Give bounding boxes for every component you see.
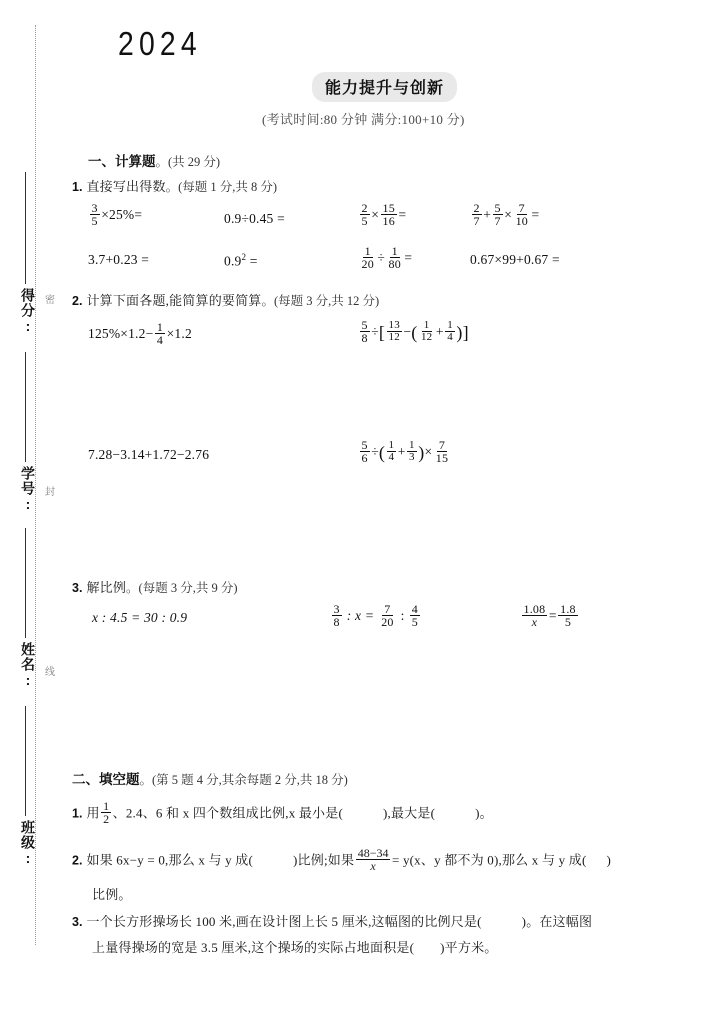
q1-1-expr-6: $0.9^2$ = <box>224 252 258 269</box>
q1-1-expr-2: 0.9÷0.45 = <box>224 211 285 226</box>
fraction: $\frac{2}{7}$ <box>473 201 480 229</box>
question-2-1: 1. 用 $\frac{1}{2}$ 、2.4、6 和 x 四个数组成比例,x 最小是( ),最大是( )。 <box>72 799 493 827</box>
question-1-2-prompt <box>72 290 379 310</box>
fraction: $\frac{15}{16}$ <box>382 201 395 229</box>
seal-char-mi: 密 <box>45 295 55 306</box>
question-2-2-number: 2. <box>72 853 83 868</box>
section-1-points: 。(共 29 分) <box>155 155 221 169</box>
score-field-rule <box>25 172 26 284</box>
q1-1-expr-4: $\frac{2}{7}$ + $\frac{5}{7}$ × $\frac{7}{10}$ = <box>473 201 540 229</box>
student-id-field-rule <box>25 352 26 462</box>
q1-1-expr-7: $\frac{1}{20}$ ÷ $\frac{1}{80}$ = <box>361 244 413 272</box>
binding-margin <box>0 0 62 1024</box>
q1-2-expr-3: 7.28−3.14+1.72−2.76 <box>88 447 210 462</box>
fraction: $\frac{1}{4}$ <box>447 319 453 344</box>
q1-3-expr-2: $\frac{3}{8}$ : x = $\frac{7}{20}$ : $\frac{4}{5}$ <box>333 602 418 630</box>
section-2-points: 。(第 5 题 4 分,其余每题 2 分,共 18 分) <box>139 773 348 787</box>
question-2-3-line1: 3. 一个长方形操场长 100 米,画在设计图上长 5 厘米,这幅图的比例尺是( )。在这幅图 <box>72 914 593 929</box>
q1-1-expr-8: 0.67×99+0.67 = <box>470 252 560 267</box>
section-2-heading <box>72 768 348 788</box>
q1-1-expr-1: $\frac{3}{5}$ ×25%= <box>91 201 143 229</box>
fraction: $\frac{48-34}{x}$ <box>357 846 389 874</box>
margin-field-class[interactable]: 班级: <box>20 820 36 867</box>
margin-field-student-id[interactable]: 学号: <box>20 466 36 513</box>
margin-field-name[interactable]: 姓名: <box>20 642 36 689</box>
question-1-2-number: 2. <box>72 294 83 308</box>
margin-field-score[interactable]: 得分: <box>20 288 36 335</box>
fraction: $\frac{5}{7}$ <box>494 201 501 229</box>
fraction: $\frac{7}{15}$ <box>435 438 449 466</box>
fraction: $\frac{1}{80}$ <box>388 244 401 272</box>
question-1-3-prompt <box>72 577 238 597</box>
question-1-2-text: 计算下面各题,能简算的要简算 <box>86 293 262 308</box>
fraction: $\frac{1}{3}$ <box>409 439 415 464</box>
fraction: $\frac{13}{12}$ <box>388 319 400 344</box>
fraction: $\frac{1}{20}$ <box>361 244 374 272</box>
question-1-2-points: 。(每题 3 分,共 12 分) <box>261 294 380 308</box>
fraction: $\frac{7}{20}$ <box>381 602 394 630</box>
question-1-1-prompt <box>72 176 277 196</box>
name-field-rule <box>25 528 26 638</box>
question-2-2-line2: 比例。 <box>92 887 132 902</box>
q1-2-expr-2: $\frac{5}{8}$ ÷[ $\frac{13}{12}$ −( $\frac{1}{12}$ + $\frac{1}{4}$ )] <box>361 318 469 346</box>
section-1-title: 一、计算题 <box>88 154 156 169</box>
q1-3-expr-1: x : 4.5 = 30 : 0.9 <box>92 610 188 625</box>
question-2-1-number: 1. <box>72 806 83 821</box>
exam-info: (考试时间:80 分钟 满分:100+10 分) <box>262 112 465 127</box>
fraction: $\frac{2}{5}$ <box>361 201 368 229</box>
fraction: $\frac{1.8}{5}$ <box>560 602 576 630</box>
fraction: $\frac{4}{5}$ <box>411 602 418 630</box>
question-2-3-line2: 上量得操场的宽是 3.5 厘米,这个操场的实际占地面积是( )平方米。 <box>92 940 498 955</box>
section-1-heading <box>88 150 220 170</box>
fraction: $\frac{5}{8}$ <box>361 318 368 346</box>
question-1-1-number: 1. <box>72 180 83 194</box>
fraction: $\frac{1.08}{x}$ <box>523 602 546 630</box>
page-title: 能力提升与创新 <box>312 72 457 102</box>
question-1-3-points: 。(每题 3 分,共 9 分) <box>126 581 238 595</box>
question-2-3-number: 3. <box>72 915 83 929</box>
exam-year: 2024 <box>118 25 202 62</box>
fraction: $\frac{1}{2}$ <box>103 799 110 827</box>
question-2-2: 2. 如果 6x−y = 0,那么 x 与 y 成( )比例;如果 $\frac{48-34}{x}$ = y(x、y 都不为 0),那么 x 与 y 成( ) <box>72 846 612 874</box>
class-field-rule <box>25 706 26 816</box>
q1-1-expr-5: 3.7+0.23 = <box>88 252 150 267</box>
seal-char-feng: 封 <box>45 487 55 498</box>
q1-3-expr-3: $\frac{1.08}{x}$ = $\frac{1.8}{5}$ <box>523 602 576 630</box>
q1-1-expr-3: $\frac{2}{5}$ × $\frac{15}{16}$ = <box>361 201 407 229</box>
seal-char-xian: 线 <box>45 667 55 678</box>
fraction: $\frac{3}{5}$ <box>91 201 98 229</box>
question-1-1-text: 直接写出得数 <box>86 179 166 194</box>
fraction: $\frac{1}{4}$ <box>156 320 164 348</box>
question-1-3-number: 3. <box>72 581 83 595</box>
q1-2-expr-1: 125%×1.2− $\frac{1}{4}$ ×1.2 <box>88 320 192 348</box>
question-1-3-text: 解比例 <box>86 580 127 595</box>
fraction: $\frac{1}{4}$ <box>388 439 395 464</box>
question-1-1-points: 。(每题 1 分,共 8 分) <box>165 180 278 194</box>
fraction: $\frac{3}{8}$ <box>333 602 340 630</box>
section-2-title: 二、填空题 <box>72 772 140 787</box>
fraction: $\frac{5}{6}$ <box>361 438 368 466</box>
q1-2-expr-4: $\frac{5}{6}$ ÷( $\frac{1}{4}$ + $\frac{1}{3}$ )× $\frac{7}{15}$ <box>361 438 449 466</box>
fraction: $\frac{1}{12}$ <box>420 319 433 344</box>
fraction: $\frac{7}{10}$ <box>515 201 528 229</box>
